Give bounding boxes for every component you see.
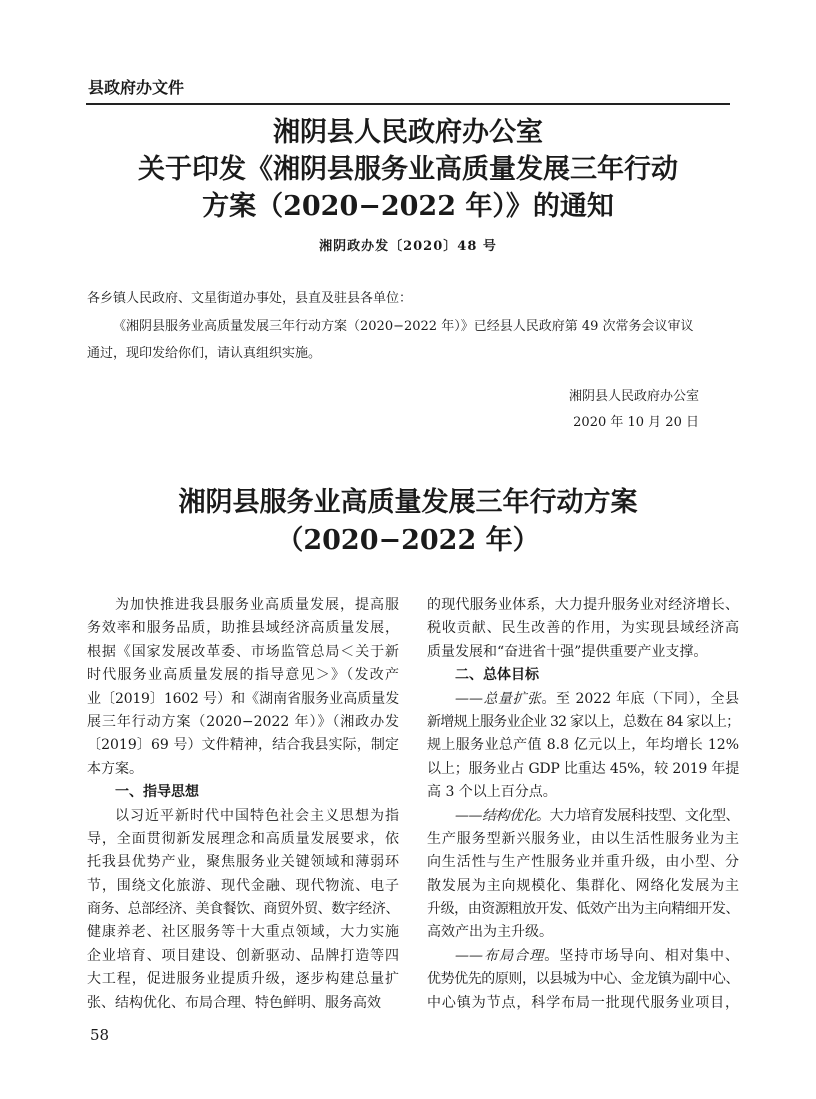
text-line: 企业培育、项目建设、创新驱动、品牌打造等四 <box>87 947 399 964</box>
text-line: 高效产出为主升级。 <box>427 924 553 941</box>
text-line: 业〔2019〕1602 号）和《湖南省服务业高质量发 <box>87 690 399 707</box>
text-line: 〔2019〕69 号）文件精神，结合我县实际，制定 <box>87 737 399 754</box>
notice-title-line: 方案（2020−2022 年）》的通知 <box>202 191 614 222</box>
text-line: 中心镇为节点，科学布局一批现代服务业项目， <box>427 994 739 1011</box>
text-line: 张、结构优化、布局合理、特色鲜明、服务高效 <box>87 994 381 1011</box>
text-line: 展三年行动方案（2020−2022 年）》（湘政办发 <box>87 713 399 730</box>
issue-date: 2020 年 10 月 20 日 <box>573 415 699 430</box>
plan-title <box>0 484 816 560</box>
addressee <box>87 285 747 312</box>
text-line: 生产服务型新兴服务业，由以生活性服务业为主 <box>427 830 739 847</box>
text-line: 导，全面贯彻新发展理念和高质量发展要求，依 <box>87 830 399 847</box>
text-line: 为加快推进我县服务业高质量发展，提高服 <box>115 597 399 613</box>
text-line: 大工程，促进服务业提质升级，逐步构建总量扩 <box>87 971 399 988</box>
left-column <box>87 594 399 1015</box>
text-line: ——总量扩张。至 2022 年底（下同），全县 <box>455 690 740 707</box>
text-line: 本方案。 <box>87 760 143 777</box>
running-header: 县政府办文件 <box>88 78 185 97</box>
text-line: 规上服务业总产值 8.8 亿元以上，年均增长 12% <box>427 737 739 754</box>
text-line: 根据《国家发展改革委、市场监管总局＜关于新 <box>87 643 399 660</box>
text-line: 务效率和服务品质，助推县域经济高质量发展， <box>87 620 399 637</box>
text-line: 优势优先的原则，以县城为中心、金龙镇为副中心、 <box>427 971 739 988</box>
text-line: 商务、总部经济、美食餐饮、商贸外贸、数字经济、 <box>87 901 399 918</box>
signature: 湘阴县人民政府办公室 <box>568 389 699 404</box>
notice-title <box>0 114 816 225</box>
text-line: 时代服务业高质量发展的指导意见＞》（发改产 <box>87 667 399 684</box>
document-number: 湘阴政办发〔2020〕48 号 <box>319 239 497 254</box>
text-line: ——结构优化。大力培育发展科技型、文化型、 <box>455 807 740 824</box>
text-line: 的现代服务业体系，大力提升服务业对经济增长、 <box>427 597 739 613</box>
goal-label: ——总量扩张 <box>455 690 542 707</box>
section-heading: 二、总体目标 <box>455 667 539 684</box>
text-line: 新增规上服务业企业 32 家以上，总数在 84 家以上； <box>427 713 740 730</box>
right-column <box>427 594 739 1015</box>
notice-body <box>87 313 747 367</box>
plan-title-line: （2020−2022 年） <box>276 525 540 556</box>
header-rule <box>86 103 730 105</box>
goal-label: ——结构优化 <box>455 807 537 824</box>
text-line: 以习近平新时代中国特色社会主义思想为指 <box>115 807 399 824</box>
notice-title-line: 湘阴县人民政府办公室 <box>273 117 543 148</box>
text-line: 健康养老、社区服务等十大重点领域，大力实施 <box>87 924 399 941</box>
section-heading: 一、指导思想 <box>115 784 199 801</box>
text-line: 升级，由资源粗放开发、低效产出为主向精细开发、 <box>427 901 739 918</box>
notice-body-line: 通过，现印发给你们，请认真组织实施。 <box>87 346 322 361</box>
text-line: 散发展为主向规模化、集群化、网络化发展为主 <box>427 877 739 894</box>
text-line: 税收贡献、民生改善的作用，为实现县域经济高 <box>427 620 739 637</box>
text-line: 高 3 个以上百分点。 <box>427 784 557 801</box>
text-line: 向生活性与生产性服务业并重升级，由小型、分 <box>427 854 739 871</box>
goal-label: ——布局合理 <box>455 947 545 964</box>
text-line: 托我县优势产业，聚焦服务业关键领域和薄弱环 <box>87 854 399 871</box>
notice-title-line: 关于印发《湘阴县服务业高质量发展三年行动 <box>138 154 678 185</box>
notice-body-line: 《湘阴县服务业高质量发展三年行动方案（2020−2022 年）》已经县人民政府第 49 次常务会议审议 <box>113 319 694 334</box>
addressee-text: 各乡镇人民政府、文星街道办事处，县直及驻县各单位： <box>87 291 413 306</box>
text-line: ——布局合理。坚持市场导向、相对集中、 <box>455 947 740 964</box>
plan-title-line: 湘阴县服务业高质量发展三年行动方案 <box>178 487 638 518</box>
text-line: 以上；服务业占 GDP 比重达 45%，较 2019 年提 <box>427 760 739 777</box>
text-line: 质量发展和“奋进省十强”提供重要产业支撑。 <box>427 643 708 660</box>
page-number: 58 <box>90 1026 110 1044</box>
text-line: 节，围绕文化旅游、现代金融、现代物流、电子 <box>87 877 399 894</box>
